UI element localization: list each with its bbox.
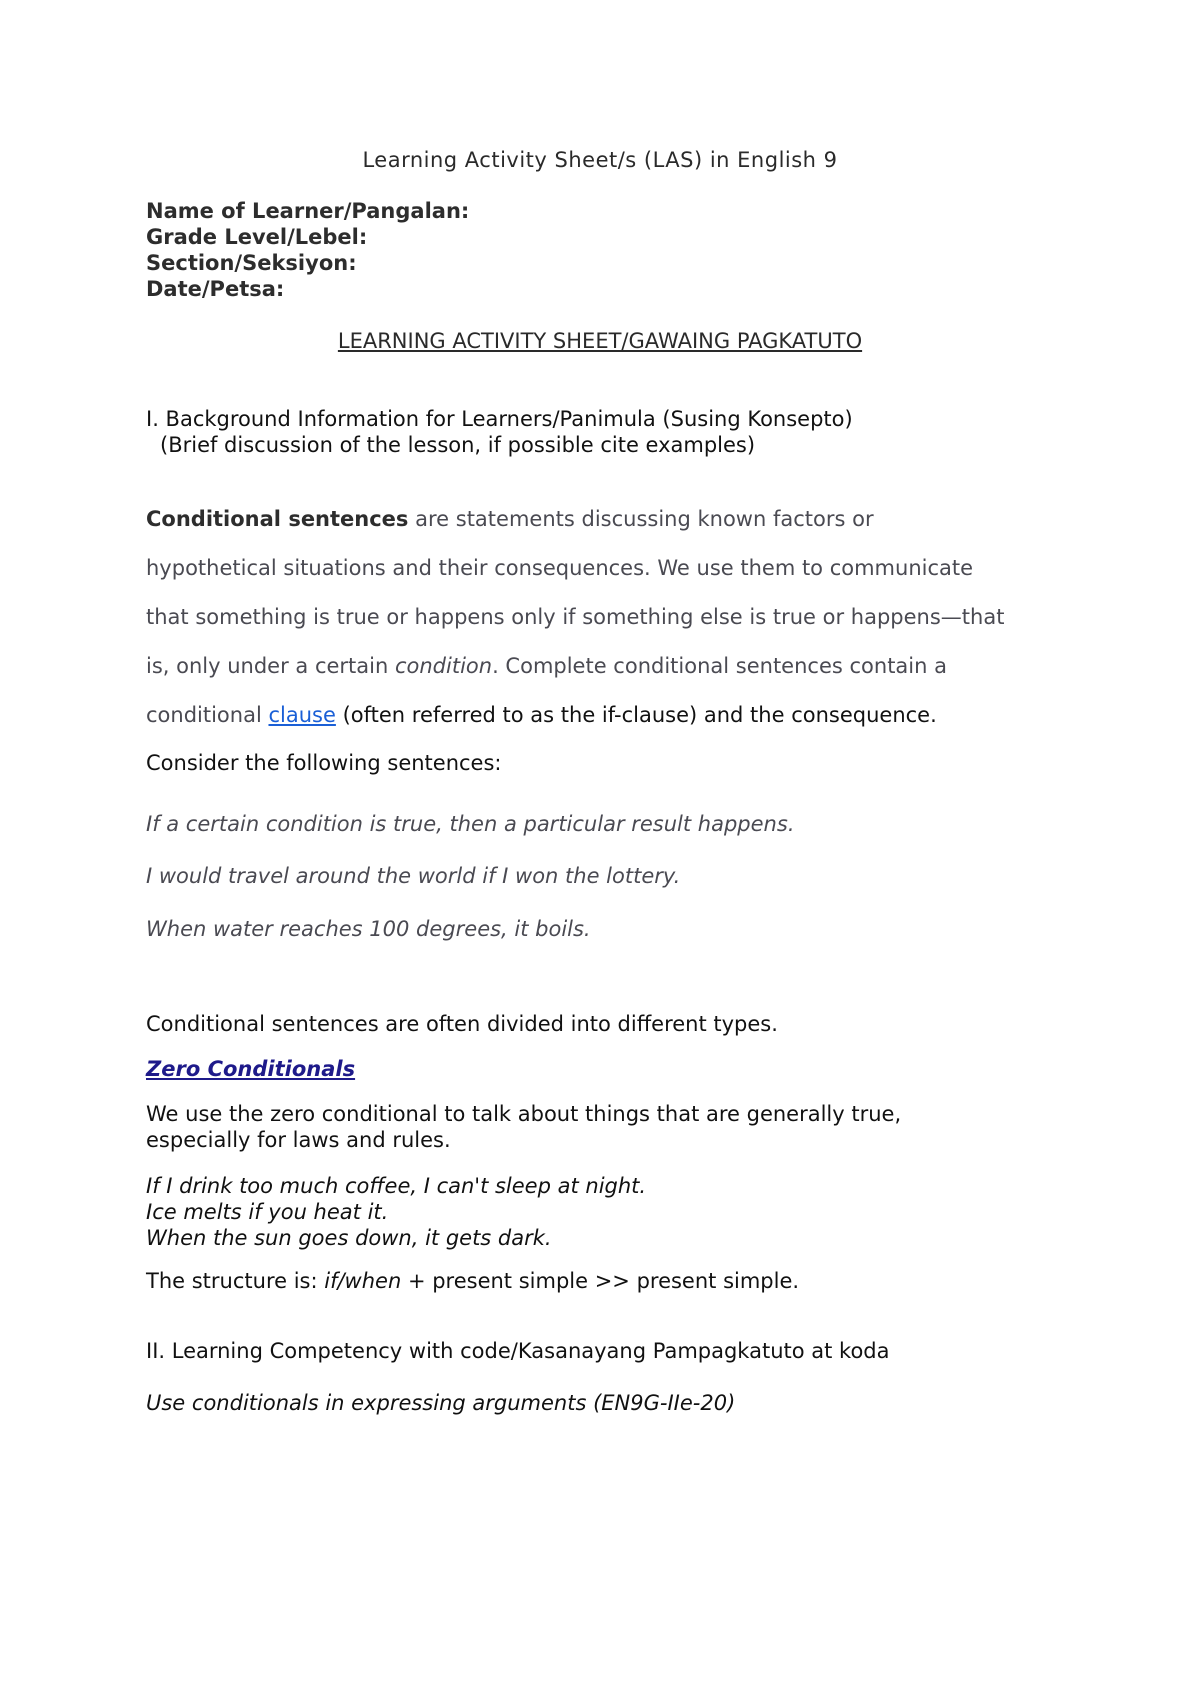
section2-competency: Use conditionals in expressing arguments (EN9G-IIe-20) [146, 1391, 736, 1415]
section2-heading: II. Learning Competency with code/Kasanayang Pampagkatuto at koda [146, 1339, 890, 1363]
definition-line-2: hypothetical situations and their consequences. We use them to communicate [146, 556, 974, 580]
structure-if-when: if/when [324, 1269, 402, 1293]
example-2: I would travel around the world if I won the lottery. [146, 864, 681, 888]
zero-example-2: Ice melts if you heat it. [146, 1200, 389, 1224]
zero-desc-1: We use the zero conditional to talk about things that are generally true, [146, 1102, 902, 1126]
field-grade: Grade Level/Lebel: [146, 225, 368, 249]
definition-line-4 [146, 653, 947, 679]
definition-term: Conditional sentences [146, 507, 409, 531]
consider-text: Consider the following sentences: [146, 751, 502, 775]
zero-example-1: If I drink too much coffee, I can't sleep at night. [146, 1174, 647, 1198]
field-name: Name of Learner/Pangalan: [146, 199, 470, 223]
sheet-heading: LEARNING ACTIVITY SHEET/GAWAING PAGKATUTO [337, 329, 863, 353]
definition-line4-start: is, only under a certain [146, 654, 395, 678]
types-intro: Conditional sentences are often divided into different types. [146, 1012, 778, 1036]
zero-conditionals-heading[interactable]: Zero Conditionals [146, 1057, 356, 1081]
document-title: Learning Activity Sheet/s (LAS) in English 9 [362, 148, 838, 172]
definition-condition-word: condition [394, 654, 493, 678]
example-1: If a certain condition is true, then a particular result happens. [146, 812, 795, 836]
zero-desc-2: especially for laws and rules. [146, 1128, 451, 1152]
zero-structure [146, 1268, 799, 1294]
field-date: Date/Petsa: [146, 277, 285, 301]
example-3: When water reaches 100 degrees, it boils. [146, 917, 591, 941]
definition-line-3: that something is true or happens only if something else is true or happens—that [146, 605, 1005, 629]
definition-line5-start: conditional [146, 703, 269, 727]
definition-line4-end: . Complete conditional sentences contain a [492, 654, 947, 678]
clause-link[interactable]: clause [268, 703, 336, 727]
structure-end: + present simple >> present simple. [401, 1269, 800, 1293]
definition-line-1 [146, 506, 874, 532]
section1-subheading: (Brief discussion of the lesson, if possible cite examples) [160, 433, 756, 457]
field-section: Section/Seksiyon: [146, 251, 357, 275]
zero-example-3: When the sun goes down, it gets dark. [146, 1226, 552, 1250]
definition-line1-text: are statements discussing known factors or [408, 507, 874, 531]
section1-heading: I. Background Information for Learners/Panimula (Susing Konsepto) [146, 407, 853, 431]
definition-line-5 [146, 702, 937, 728]
definition-line5-end: (often referred to as the if-clause) and the consequence. [335, 703, 937, 727]
structure-start: The structure is: [146, 1269, 325, 1293]
